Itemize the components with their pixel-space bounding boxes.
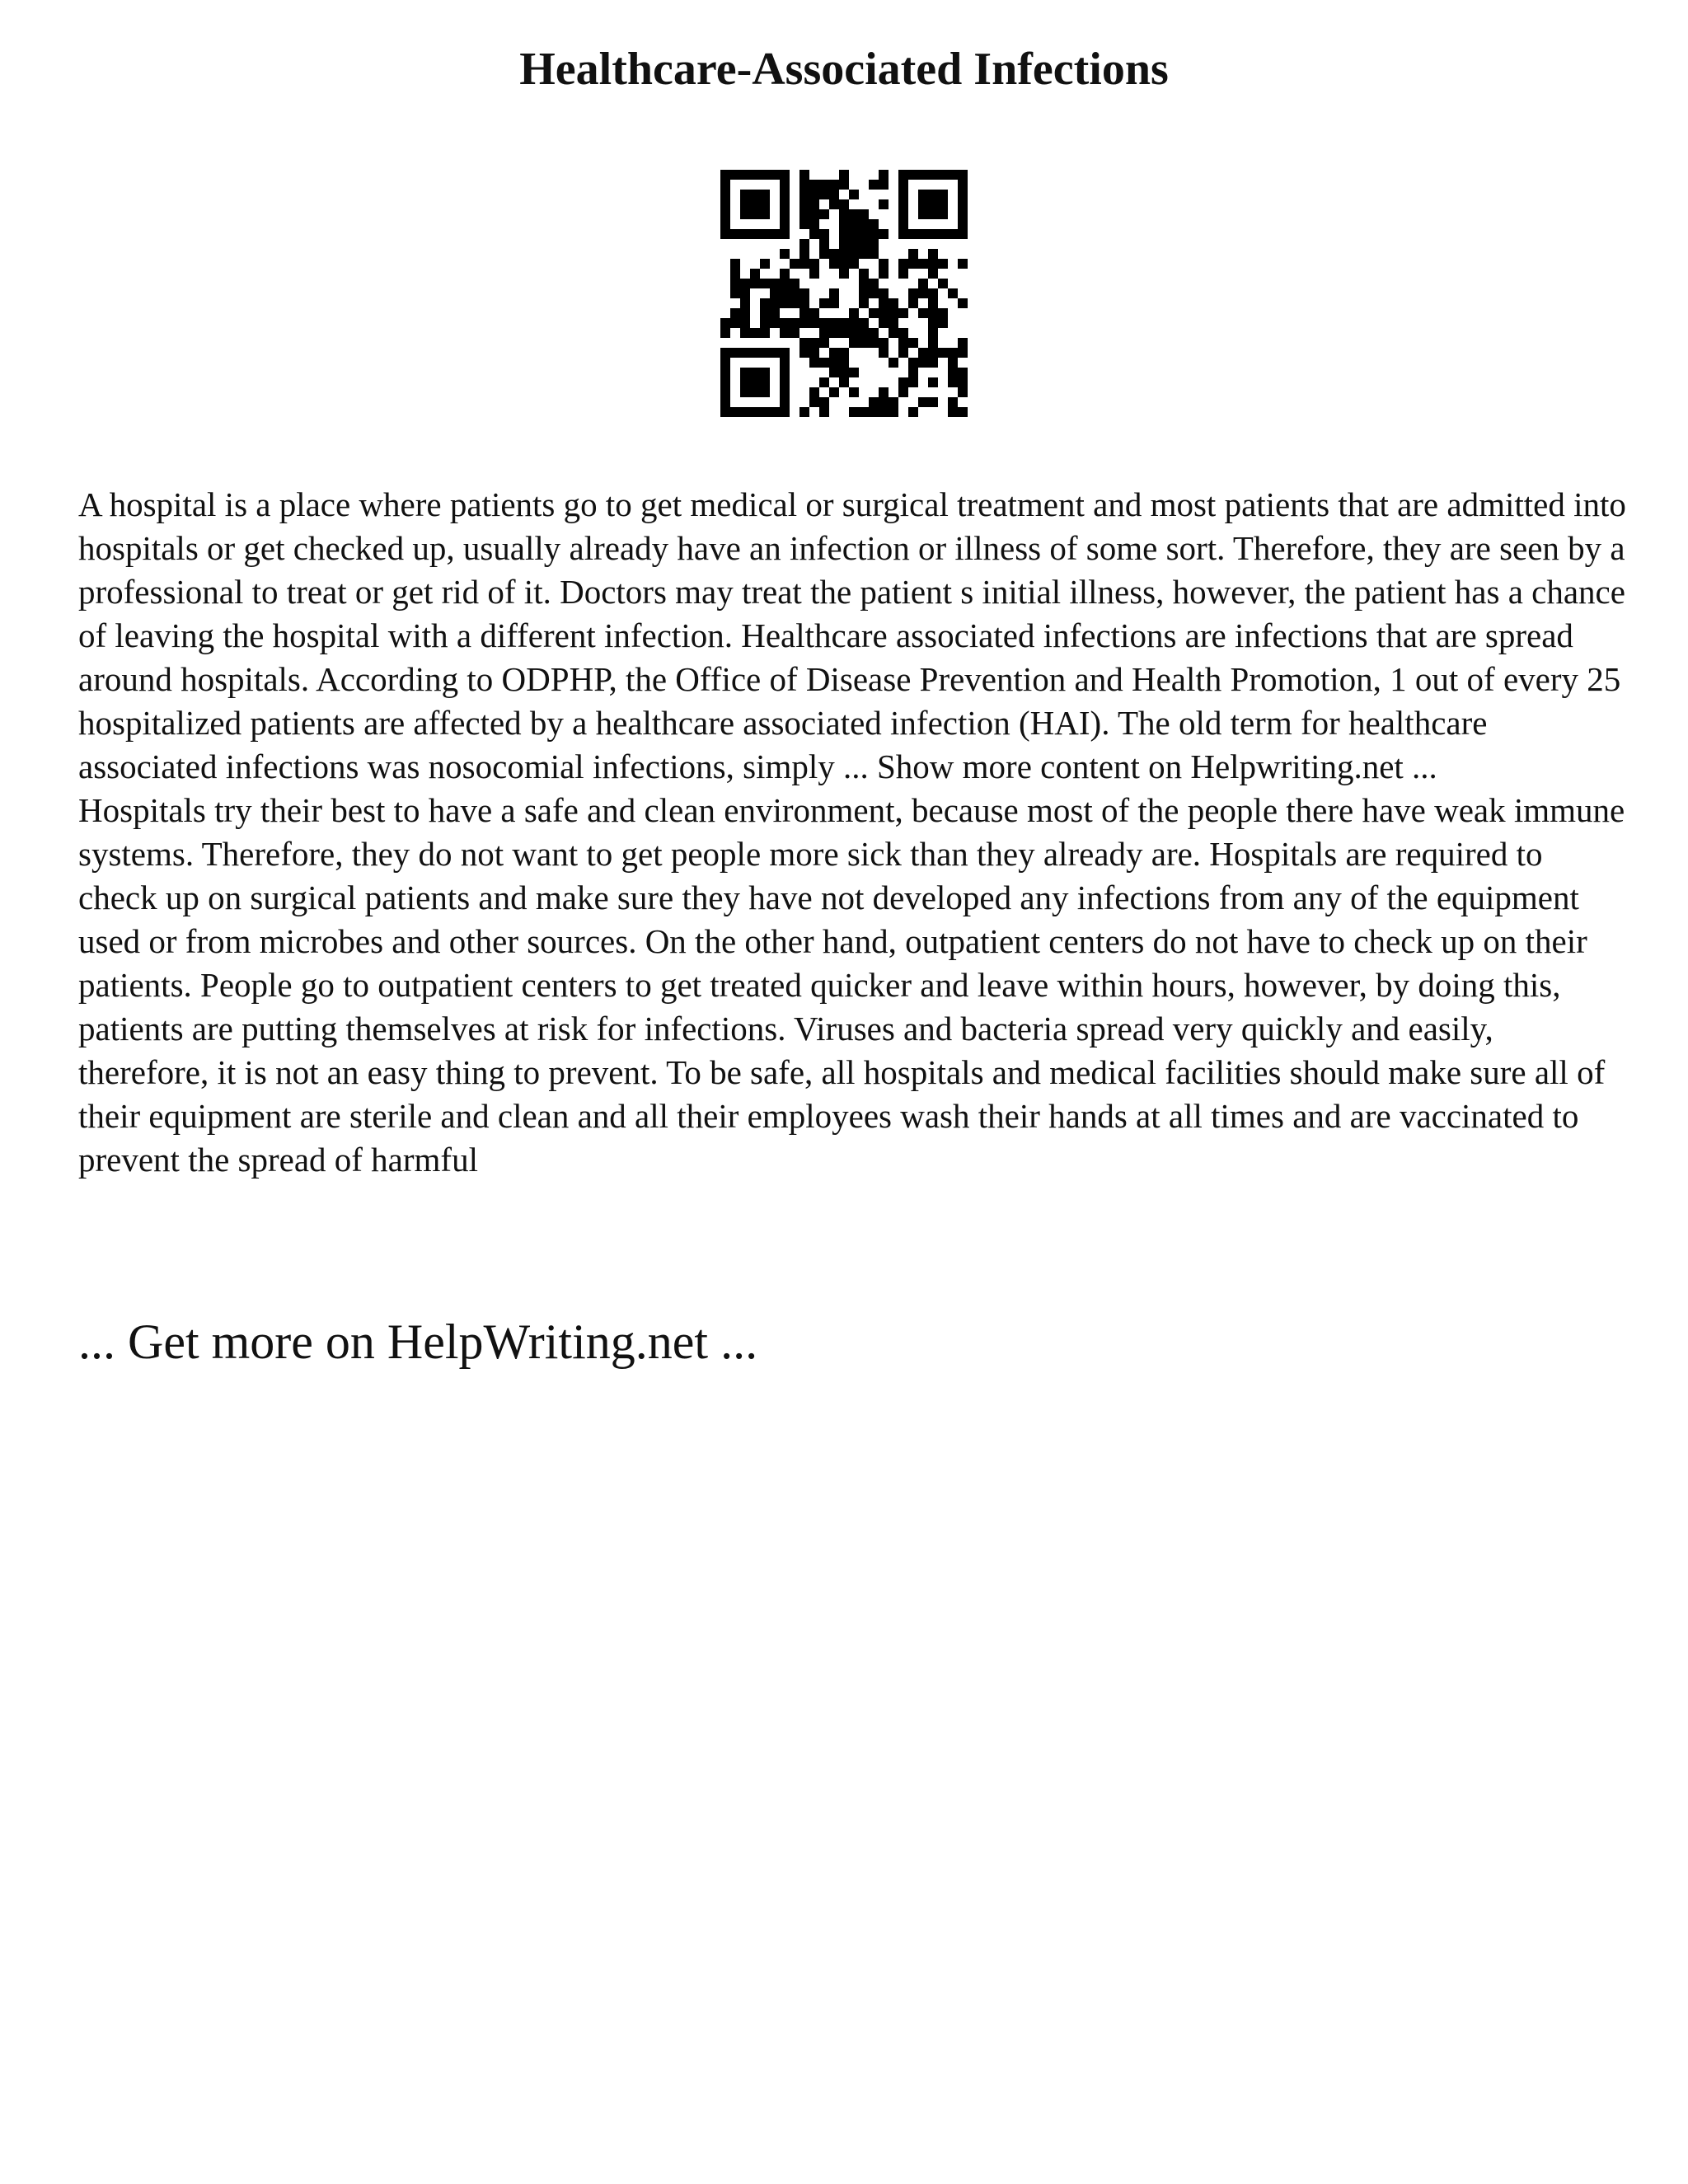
paragraph-1: A hospital is a place where patients go to get medical or surgical treatment and most patients that are admitted into hospitals or get checked up, usually already have an infection or illness of some sort. Therefore, they are seen by a professional to treat or get rid of it. Doctors may treat the patient s initial illness, however, the patient has a chance of leaving the hospital with a different infection. Healthcare associated infections are infections that are spread around hospitals. According to ODPHP, the Office of Disease Prevention and Health Promotion, 1 out of every 25 hospitalized patients are affected by a healthcare associated infection (HAI). The old term for healthcare associated infections was nosocomial infections, simply ... Show more content on Helpwriting.net ... bbox=[78, 485, 1626, 785]
paragraph-2: Hospitals try their best to have a safe and clean environment, because most of the people there have weak immune systems. Therefore, they do not want to get people more sick than they already are. Hospitals are required to check up on surgical patients and make sure they have not developed any infections from any of the equipment used or from microbes and other sources. On the other hand, outpatient centers do not have to check up on their patients. People go to outpatient centers to get treated quicker and leave within hours, however, by doing this, patients are putting themselves at risk for infections. Viruses and bacteria spread very quickly and easily, therefore, it is not an easy thing to prevent. To be safe, all hospitals and medical facilities should make sure all of their equipment are sterile and clean and all their employees wash their hands at all times and are vaccinated to prevent the spread of harmful bbox=[78, 791, 1625, 1179]
get-more-link[interactable]: ... Get more on HelpWriting.net ... bbox=[78, 1315, 758, 1369]
qr-code-graphic bbox=[720, 170, 968, 417]
page-title: Healthcare-Associated Infections bbox=[519, 44, 1169, 95]
qr-code-icon bbox=[720, 170, 968, 417]
article-body bbox=[78, 483, 1628, 1182]
